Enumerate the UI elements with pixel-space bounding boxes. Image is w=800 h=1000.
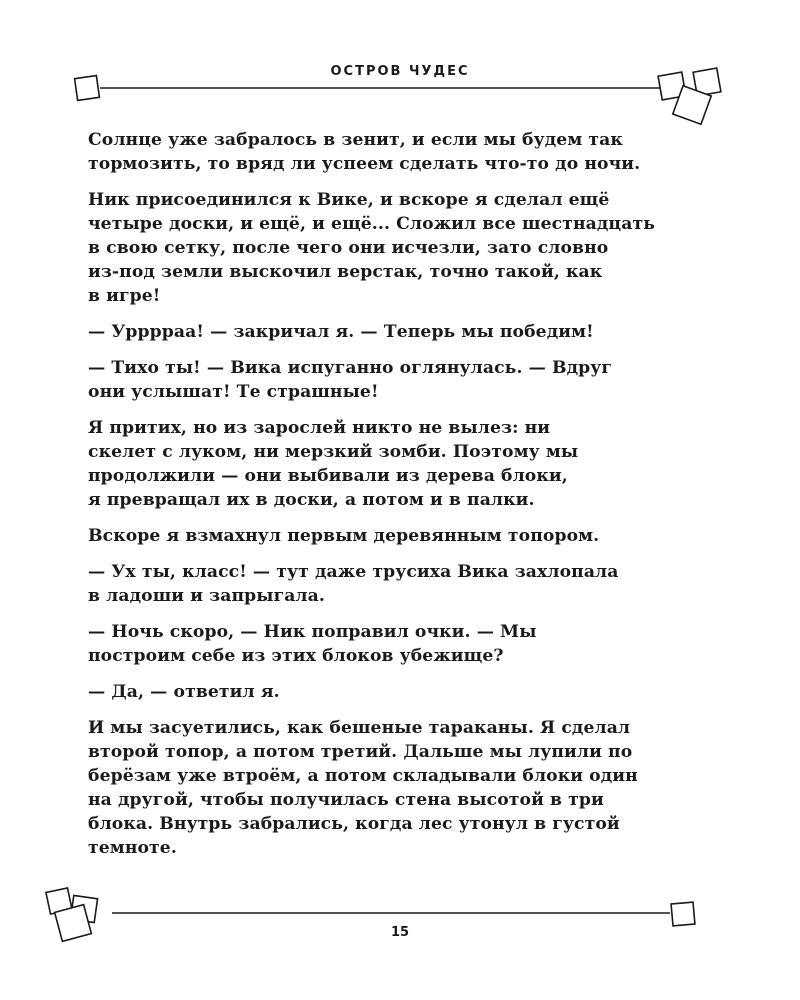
paragraph: — Ух ты, класс! — тут даже трусиха Вика захлопала в ладоши и запрыгала. <box>88 562 619 606</box>
paragraph: Солнце уже забралось в зенит, и если мы будем так тормозить, то вряд ли успеем сделать что-то до ночи. <box>88 130 641 174</box>
page-number: 15 <box>390 925 410 940</box>
paragraph: — Да, — ответил я. <box>88 682 280 702</box>
square-icon <box>46 888 72 914</box>
paragraph: — Тихо ты! — Вика испуганно оглянулась. — Вдруг они услышат! Те страшные! <box>88 358 613 402</box>
square-icon <box>671 902 695 926</box>
paragraph: — Урррраа! — закричал я. — Теперь мы победим! <box>88 322 594 342</box>
top-decorative-rule <box>0 0 800 130</box>
paragraph: — Ночь скоро, — Ник поправил очки. — Мы построим себе из этих блоков убежище? <box>88 622 537 666</box>
paragraph: Ник присоединился к Вике, и вскоре я сделал ещё четыре доски, и ещё, и ещё... Сложил все шестнадцать в свою сетку, после чего они исчезли, зато словно из-под земли выскочил верстак, точно такой, как в игре! <box>88 190 655 306</box>
running-header-title: ОСТРОВ ЧУДЕС <box>330 64 470 79</box>
square-icon <box>75 76 100 101</box>
paragraph: Я притих, но из зарослей никто не вылез: ни скелет с луком, ни мерзкий зомби. Поэтому мы продолжили — они выбивали из дерева блоки, я превращал их в доски, а потом и в палки. <box>88 418 579 510</box>
page-body <box>88 128 708 872</box>
paragraph: Вскоре я взмахнул первым деревянным топором. <box>88 526 600 546</box>
paragraph: И мы засуетились, как бешеные тараканы. Я сделал второй топор, а потом третий. Дальше мы лупили по берёзам уже втроём, а потом складывали блоки один на другой, чтобы получилась стена высотой в три блока. Внутрь забрались, когда лес утонул в густой темноте. <box>88 718 638 858</box>
square-icon <box>70 895 97 922</box>
